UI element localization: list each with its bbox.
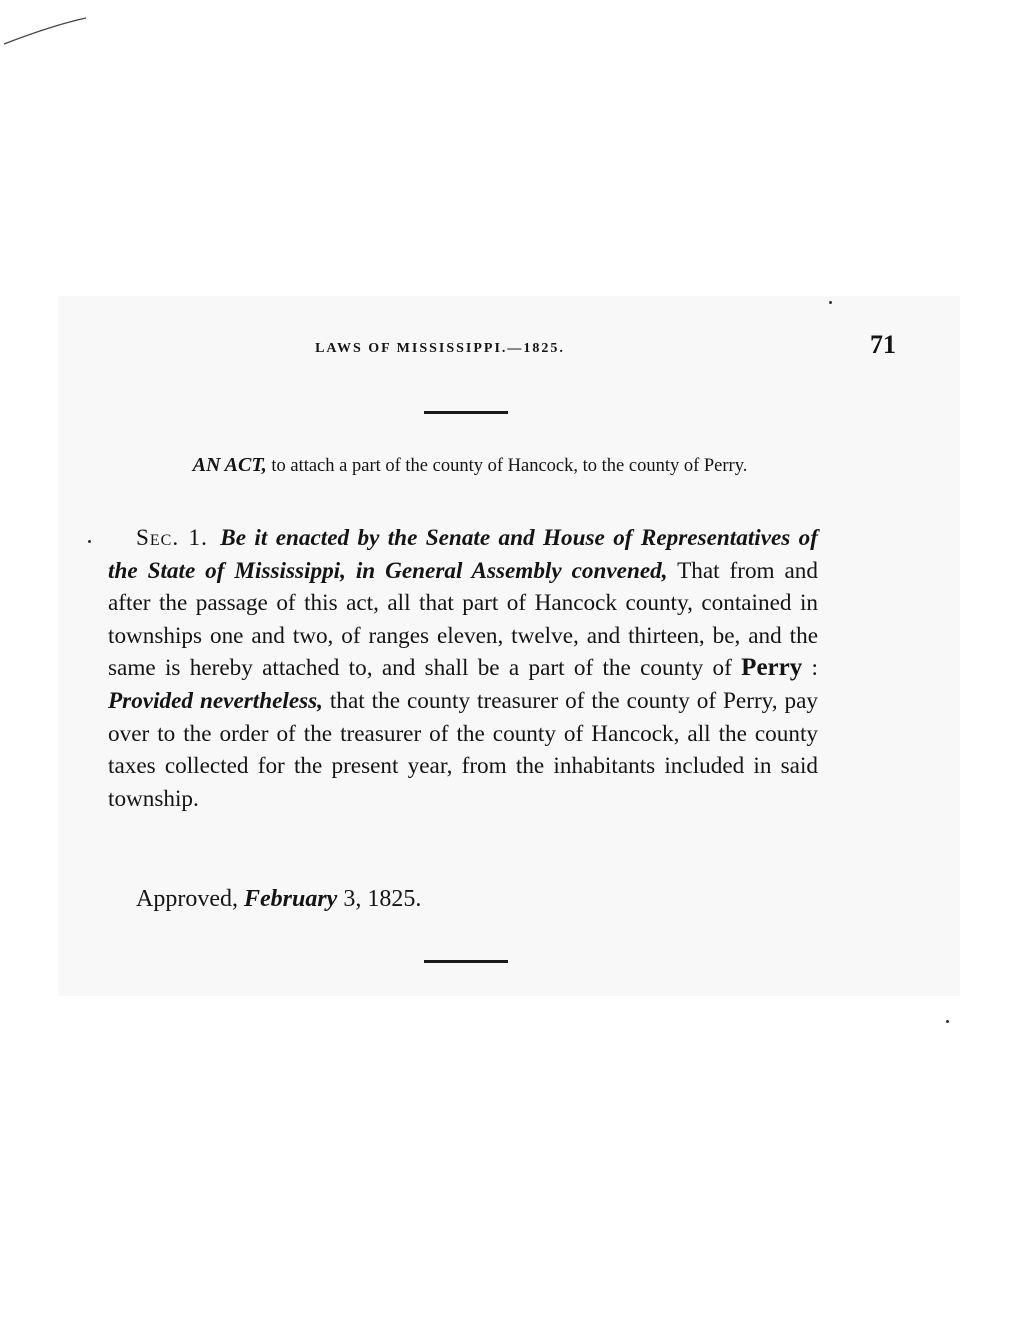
- approval-label: Approved,: [136, 886, 244, 912]
- act-title-text: to attach a part of the county of Hancock, to the county of Perry.: [266, 456, 748, 476]
- pen-stroke-mark: [0, 0, 100, 60]
- section-text-part2: that the county treasurer of the county of Perry, pay over to the order of the treasurer of the county of Hancock, all the county taxes collected for the present year, from the inhabitants included in said township.: [108, 687, 818, 812]
- section-1: [108, 522, 818, 815]
- approval-date: 3, 1825.: [337, 886, 422, 912]
- proviso-clause: Provided nevertheless,: [108, 687, 323, 714]
- county-name-perry: Perry: [741, 654, 803, 682]
- enacting-clause: Be it enacted by the Senate and House of Representatives of the State of Mississippi, in General Assembly convened,: [108, 525, 819, 584]
- approval-line: [136, 883, 421, 915]
- top-rule: [424, 411, 508, 414]
- section-label: Sec. 1.: [136, 525, 208, 551]
- running-head: LAWS OF MISSISSIPPI.—1825.: [315, 341, 565, 356]
- approval-month: February: [243, 886, 338, 912]
- bottom-rule: [424, 960, 508, 963]
- speck: [946, 1020, 949, 1023]
- section-text-part1: That from and after the passage of this act, all that part of Hancock county, contained in townships one and two, of ranges eleven, twelve, and thirteen, be, and the same is hereby attached to, and shall be a part of the county of: [108, 557, 818, 682]
- speck: [88, 540, 91, 543]
- page-number: 71: [870, 330, 896, 359]
- colon: :: [802, 655, 818, 682]
- act-title: [116, 452, 824, 479]
- speck: [829, 301, 832, 304]
- act-title-lead: AN ACT,: [192, 454, 267, 476]
